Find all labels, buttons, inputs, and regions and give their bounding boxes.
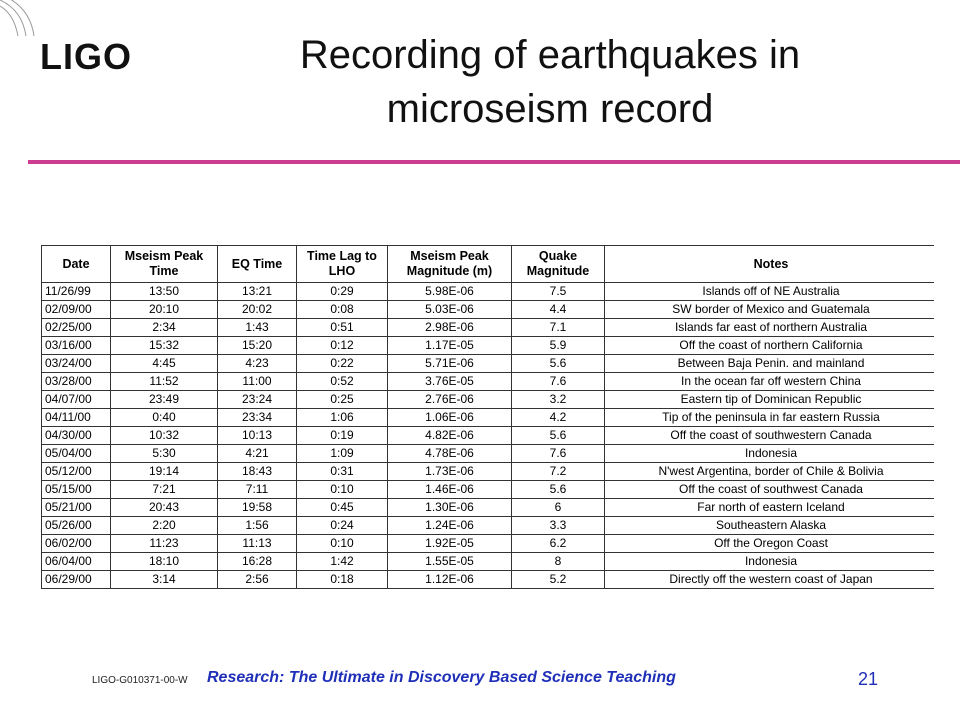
quake-magnitude-cell: 6.2 [512, 535, 605, 553]
eq-time-cell: 2:56 [218, 571, 297, 589]
table-row [42, 409, 935, 427]
eq-time-cell: 11:00 [218, 373, 297, 391]
notes-cell: Off the Oregon Coast [605, 535, 935, 553]
notes-cell: Far north of eastern Iceland [605, 499, 935, 517]
table-row [42, 571, 935, 589]
mseism-peak-time-cell: 2:20 [111, 517, 218, 535]
mseism-peak-time-cell: 2:34 [111, 319, 218, 337]
date-cell: 05/15/00 [42, 481, 111, 499]
slide-title-line2: microseism record [386, 87, 714, 131]
mseism-peak-magnitude-cell: 2.98E-06 [388, 319, 512, 337]
time-lag-cell: 1:06 [297, 409, 388, 427]
eq-time-cell: 18:43 [218, 463, 297, 481]
table-row [42, 301, 935, 319]
quake-magnitude-cell: 4.4 [512, 301, 605, 319]
time-lag-cell: 0:52 [297, 373, 388, 391]
mseism-peak-time-cell: 13:50 [111, 283, 218, 301]
mseism-peak-time-cell: 10:32 [111, 427, 218, 445]
mseism-peak-magnitude-cell: 4.78E-06 [388, 445, 512, 463]
mseism-peak-time-cell: 7:21 [111, 481, 218, 499]
table-row [42, 535, 935, 553]
column-header: Notes [605, 246, 935, 283]
notes-cell: Off the coast of southwest Canada [605, 481, 935, 499]
notes-cell: Islands far east of northern Australia [605, 319, 935, 337]
mseism-peak-magnitude-cell: 1.30E-06 [388, 499, 512, 517]
quake-magnitude-cell: 5.2 [512, 571, 605, 589]
mseism-peak-time-cell: 5:30 [111, 445, 218, 463]
quake-magnitude-cell: 7.6 [512, 445, 605, 463]
mseism-peak-magnitude-cell: 1.06E-06 [388, 409, 512, 427]
mseism-peak-magnitude-cell: 2.76E-06 [388, 391, 512, 409]
table-row [42, 481, 935, 499]
eq-time-cell: 19:58 [218, 499, 297, 517]
slide-title [230, 28, 870, 136]
table-row [42, 445, 935, 463]
table-row [42, 517, 935, 535]
eq-time-cell: 4:21 [218, 445, 297, 463]
table-header-row [42, 246, 935, 283]
date-cell: 03/16/00 [42, 337, 111, 355]
eq-time-cell: 23:34 [218, 409, 297, 427]
mseism-peak-time-cell: 19:14 [111, 463, 218, 481]
mseism-peak-time-cell: 20:10 [111, 301, 218, 319]
mseism-peak-magnitude-cell: 1.73E-06 [388, 463, 512, 481]
mseism-peak-time-cell: 15:32 [111, 337, 218, 355]
quake-magnitude-cell: 5.6 [512, 355, 605, 373]
eq-time-cell: 20:02 [218, 301, 297, 319]
eq-time-cell: 15:20 [218, 337, 297, 355]
table-row [42, 283, 935, 301]
page-number: 21 [858, 669, 879, 689]
date-cell: 06/02/00 [42, 535, 111, 553]
mseism-peak-magnitude-cell: 3.76E-05 [388, 373, 512, 391]
title-divider [28, 160, 960, 164]
eq-time-cell: 13:21 [218, 283, 297, 301]
quake-magnitude-cell: 7.1 [512, 319, 605, 337]
table-row [42, 427, 935, 445]
time-lag-cell: 0:51 [297, 319, 388, 337]
date-cell: 03/24/00 [42, 355, 111, 373]
eq-time-cell: 10:13 [218, 427, 297, 445]
date-cell: 11/26/99 [42, 283, 111, 301]
eq-time-cell: 11:13 [218, 535, 297, 553]
time-lag-cell: 0:29 [297, 283, 388, 301]
notes-cell: Directly off the western coast of Japan [605, 571, 935, 589]
table-row [42, 499, 935, 517]
notes-cell: Southeastern Alaska [605, 517, 935, 535]
eq-time-cell: 7:11 [218, 481, 297, 499]
eq-time-cell: 4:23 [218, 355, 297, 373]
quake-magnitude-cell: 8 [512, 553, 605, 571]
mseism-peak-magnitude-cell: 1.46E-06 [388, 481, 512, 499]
quake-magnitude-cell: 7.5 [512, 283, 605, 301]
mseism-peak-time-cell: 0:40 [111, 409, 218, 427]
date-cell: 04/11/00 [42, 409, 111, 427]
time-lag-cell: 0:12 [297, 337, 388, 355]
time-lag-cell: 0:24 [297, 517, 388, 535]
column-header: Mseism Peak Magnitude (m) [388, 246, 512, 283]
notes-cell: Between Baja Penin. and mainland [605, 355, 935, 373]
column-header: EQ Time [218, 246, 297, 283]
date-cell: 05/26/00 [42, 517, 111, 535]
table-row [42, 319, 935, 337]
mseism-peak-time-cell: 4:45 [111, 355, 218, 373]
quake-magnitude-cell: 7.6 [512, 373, 605, 391]
time-lag-cell: 0:08 [297, 301, 388, 319]
eq-time-cell: 1:56 [218, 517, 297, 535]
mseism-peak-time-cell: 11:52 [111, 373, 218, 391]
quake-magnitude-cell: 4.2 [512, 409, 605, 427]
mseism-peak-magnitude-cell: 1.55E-05 [388, 553, 512, 571]
date-cell: 04/30/00 [42, 427, 111, 445]
notes-cell: Off the coast of northern California [605, 337, 935, 355]
date-cell: 06/04/00 [42, 553, 111, 571]
time-lag-cell: 0:25 [297, 391, 388, 409]
date-cell: 02/25/00 [42, 319, 111, 337]
mseism-peak-magnitude-cell: 4.82E-06 [388, 427, 512, 445]
quake-magnitude-cell: 3.3 [512, 517, 605, 535]
notes-cell: Off the coast of southwestern Canada [605, 427, 935, 445]
mseism-peak-time-cell: 23:49 [111, 391, 218, 409]
notes-cell: Islands off of NE Australia [605, 283, 935, 301]
quake-magnitude-cell: 3.2 [512, 391, 605, 409]
mseism-peak-magnitude-cell: 1.17E-05 [388, 337, 512, 355]
quake-magnitude-cell: 5.6 [512, 481, 605, 499]
table-body [42, 283, 935, 589]
quake-magnitude-cell: 5.6 [512, 427, 605, 445]
table-row [42, 337, 935, 355]
slide-title-line1: Recording of earthquakes in [299, 33, 801, 77]
quake-magnitude-cell: 6 [512, 499, 605, 517]
date-cell: 04/07/00 [42, 391, 111, 409]
column-header: Time Lag to LHO [297, 246, 388, 283]
notes-cell: Indonesia [605, 553, 935, 571]
notes-cell: SW border of Mexico and Guatemala [605, 301, 935, 319]
table-row [42, 373, 935, 391]
time-lag-cell: 0:22 [297, 355, 388, 373]
document-id: LIGO-G010371-00-W [92, 675, 188, 686]
mseism-peak-time-cell: 18:10 [111, 553, 218, 571]
time-lag-cell: 1:42 [297, 553, 388, 571]
mseism-peak-time-cell: 3:14 [111, 571, 218, 589]
time-lag-cell: 0:10 [297, 481, 388, 499]
table-row [42, 391, 935, 409]
column-header: Mseism Peak Time [111, 246, 218, 283]
column-header: Date [42, 246, 111, 283]
notes-cell: Tip of the peninsula in far eastern Russia [605, 409, 935, 427]
date-cell: 03/28/00 [42, 373, 111, 391]
mseism-peak-magnitude-cell: 1.24E-06 [388, 517, 512, 535]
mseism-peak-magnitude-cell: 5.98E-06 [388, 283, 512, 301]
time-lag-cell: 0:10 [297, 535, 388, 553]
eq-time-cell: 1:43 [218, 319, 297, 337]
time-lag-cell: 0:45 [297, 499, 388, 517]
table-row [42, 463, 935, 481]
mseism-peak-magnitude-cell: 5.71E-06 [388, 355, 512, 373]
mseism-peak-magnitude-cell: 5.03E-06 [388, 301, 512, 319]
date-cell: 06/29/00 [42, 571, 111, 589]
eq-time-cell: 23:24 [218, 391, 297, 409]
notes-cell: N'west Argentina, border of Chile & Bolivia [605, 463, 935, 481]
eq-time-cell: 16:28 [218, 553, 297, 571]
notes-cell: In the ocean far off western China [605, 373, 935, 391]
earthquake-table-container [41, 245, 934, 589]
footer-tagline: Research: The Ultimate in Discovery Based Science Teaching [207, 669, 676, 686]
mseism-peak-magnitude-cell: 1.12E-06 [388, 571, 512, 589]
notes-cell: Eastern tip of Dominican Republic [605, 391, 935, 409]
mseism-peak-time-cell: 20:43 [111, 499, 218, 517]
date-cell: 05/21/00 [42, 499, 111, 517]
time-lag-cell: 1:09 [297, 445, 388, 463]
column-header: Quake Magnitude [512, 246, 605, 283]
time-lag-cell: 0:19 [297, 427, 388, 445]
date-cell: 05/12/00 [42, 463, 111, 481]
mseism-peak-time-cell: 11:23 [111, 535, 218, 553]
date-cell: 05/04/00 [42, 445, 111, 463]
quake-magnitude-cell: 7.2 [512, 463, 605, 481]
table-row [42, 553, 935, 571]
notes-cell: Indonesia [605, 445, 935, 463]
quake-magnitude-cell: 5.9 [512, 337, 605, 355]
table-row [42, 355, 935, 373]
mseism-peak-magnitude-cell: 1.92E-05 [388, 535, 512, 553]
time-lag-cell: 0:18 [297, 571, 388, 589]
ligo-logo: LIGO [40, 36, 132, 77]
earthquake-table [41, 245, 934, 589]
time-lag-cell: 0:31 [297, 463, 388, 481]
date-cell: 02/09/00 [42, 301, 111, 319]
